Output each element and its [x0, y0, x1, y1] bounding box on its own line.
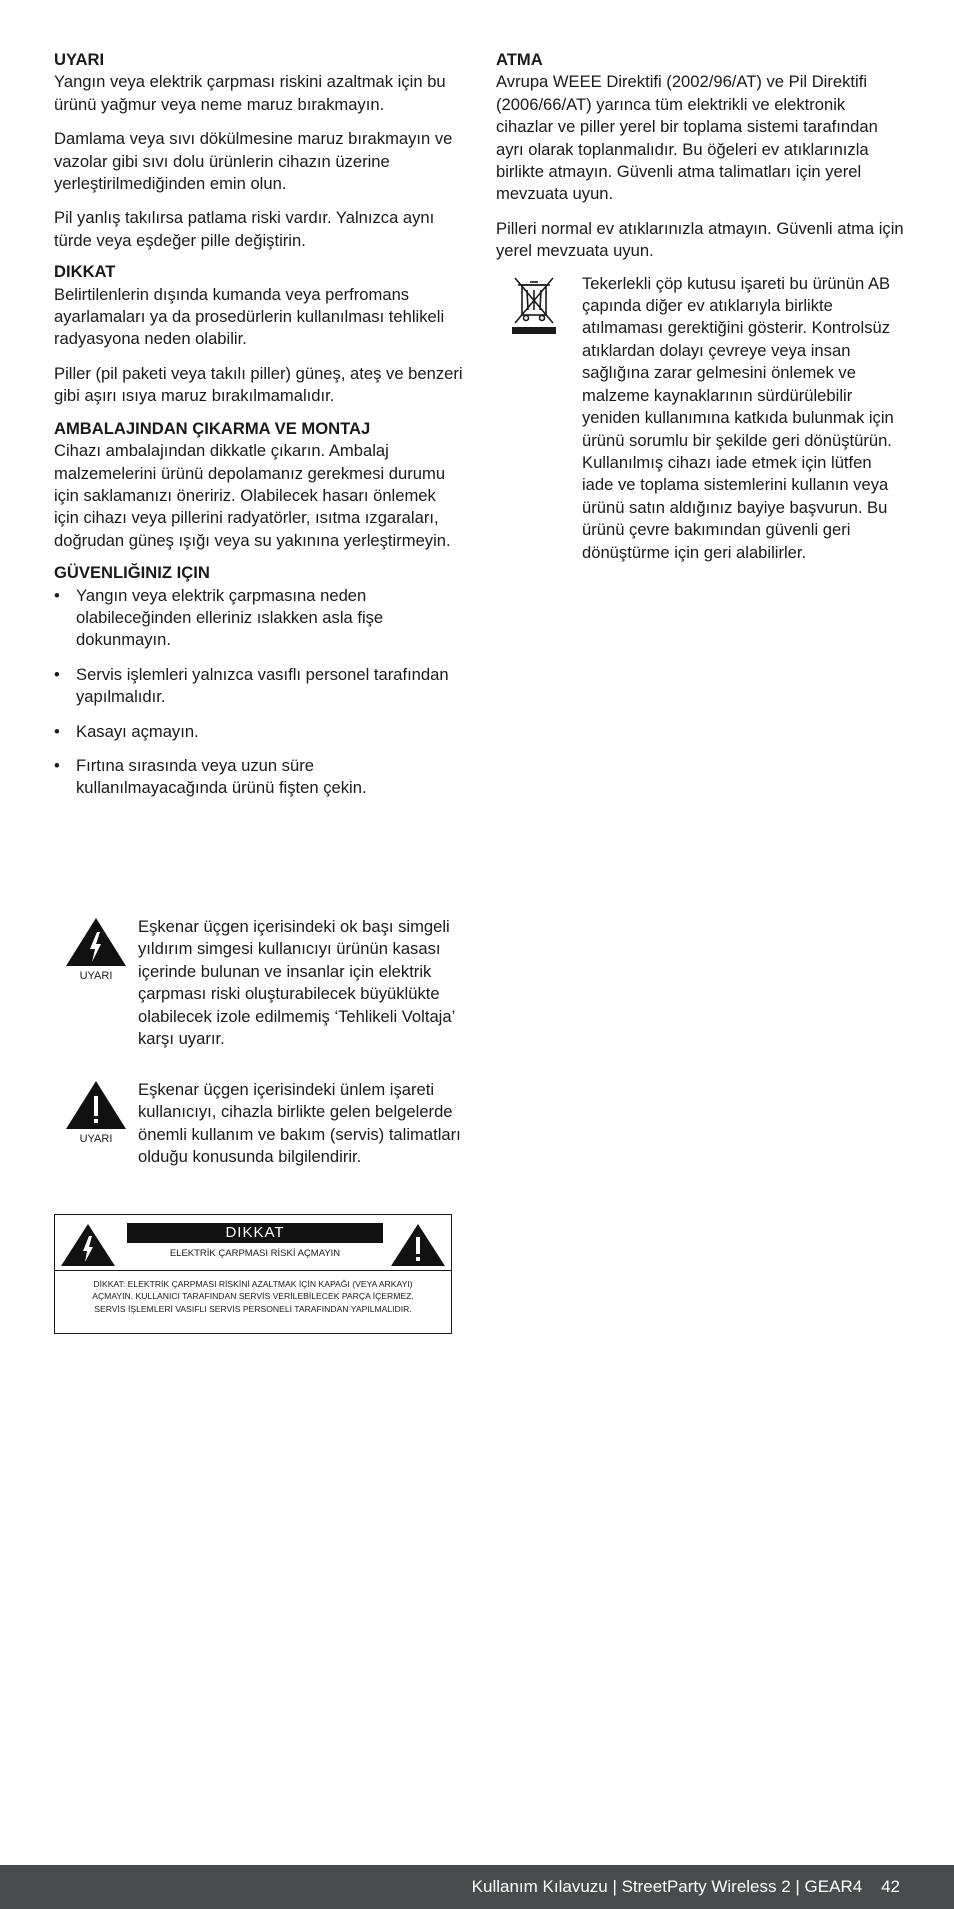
exclamation-warning-text: Eşkenar üçgen içerisindeki ünlem işareti kullanıcıyı, cihazla birlikte gelen belgelerde önemli kullanım ve bakım (servis) talimatları olduğu konusunda bilgilendirir. — [138, 1080, 461, 1167]
caution-body — [61, 1278, 445, 1315]
caution-subtitle: ELEKTRİK ÇARPMASI RİSKİ AÇMAYIN — [169, 1248, 341, 1259]
list-item-text: Fırtına sırasında veya uzun süre kullanılmayacağında ürünü fişten çekin. — [76, 755, 367, 798]
weee-notice — [496, 273, 906, 564]
guvenlik-list — [54, 585, 464, 800]
caution-title: DIKKAT — [127, 1223, 383, 1243]
right-column — [496, 49, 906, 564]
atma-paragraph-1: Avrupa WEEE Direktifi (2002/96/AT) ve Pil Direktifi (2006/66/AT) yarınca tüm elektrikli ve elektronik cihazlar ve piller yerel bir toplama sistemi tarafından ayrı olarak toplanmalıdır. Bu öğeleri ev atıklarınızla birlikte atmayın. Güvenli atma talimatları için yerel mevzuata uyun. — [496, 72, 878, 204]
uyari-paragraph-2: Damlama veya sıvı dökülmesine maruz bırakmayın ve vazolar gibi sıvı dolu ürünlerin cihazın üzerine yerleştirilmediğinden emin olun. — [54, 129, 453, 194]
list-item — [54, 664, 464, 709]
dikkat-heading: DIKKAT — [54, 262, 116, 282]
footer-text: Kullanım Kılavuzu | StreetParty Wireless 2 | GEAR4 42 — [471, 1877, 900, 1896]
bullet: • — [54, 585, 60, 605]
exclamation-warning — [54, 1079, 464, 1169]
list-item — [54, 721, 464, 743]
caution-body-line: DİKKAT: ELEKTRİK ÇARPMASI RİSKİNİ AZALTMAK İÇİN KAPAĞI (VEYA ARKAYI) — [93, 1279, 413, 1289]
page-footer — [0, 1865, 954, 1909]
list-item — [54, 585, 464, 652]
ambalaj-heading: AMBALAJINDAN ÇIKARMA VE MONTAJ — [54, 418, 371, 438]
atma-paragraph-2: Pilleri normal ev atıklarınızla atmayın. Güvenli atma için yerel mevzuata uyun. — [496, 218, 904, 261]
lightning-triangle-icon — [59, 1222, 117, 1268]
caution-label-box — [54, 1214, 452, 1334]
bullet: • — [54, 721, 60, 741]
uyari-paragraph-3: Pil yanlış takılırsa patlama riski vardır. Yalnızca aynı türde veya eşdeğer pille değiştirin. — [54, 208, 435, 250]
uyari-label: UYARI — [79, 1133, 113, 1145]
list-item-text: Kasayı açmayın. — [76, 721, 199, 741]
list-item — [54, 755, 464, 800]
guvenlik-heading: GÜVENLIĞINIZ IÇIN — [54, 563, 210, 583]
uyari-paragraph-1: Yangın veya elektrik çarpması riskini azaltmak için bu ürünü yağmur veya neme maruz bırakmayın. — [54, 72, 446, 114]
exclamation-triangle-icon — [64, 1079, 128, 1131]
left-column — [54, 49, 464, 812]
lightning-warning — [54, 916, 464, 1050]
crossed-out-wheelie-bin-icon — [496, 273, 582, 564]
lightning-triangle-icon — [64, 916, 128, 968]
caution-divider — [55, 1270, 451, 1271]
weee-text: Tekerlekli çöp kutusu işareti bu ürünün AB çapında diğer ev atıklarıyla birlikte atılmaması gerektiğini gösterir. Kontrolsüz atıklardan dolayı çevreye veya insan sağlığına zarar gelmesini önlemek ve malzeme kaynaklarının sürdürülebilir yeniden kullanımına katkıda bulunmak için ürünü sorumlu bir şekilde geri dönüştürün. Kullanılmış cihazı iade etmek için lütfen iade ve toplama sistemlerini kullanın veya ürünü satın aldığınız bayiye başvurun. Bu ürünü çevre bakımından güvenli geri dönüştürme için geri alabilirler. — [582, 273, 894, 562]
exclamation-symbol — [54, 1079, 138, 1169]
list-item-text: Yangın veya elektrik çarpmasına neden olabileceğinden elleriniz ıslakken asla fişe dokunmayın. — [76, 585, 384, 650]
exclamation-triangle-icon — [389, 1222, 447, 1268]
caution-body-line: AÇMAYIN. KULLANICI TARAFINDAN SERVİS VERİLEBİLECEK PARÇA İÇERMEZ. — [92, 1291, 414, 1302]
uyari-heading: UYARI — [54, 50, 105, 69]
bullet: • — [54, 664, 60, 684]
bullet: • — [54, 755, 60, 775]
list-item-text: Servis işlemleri yalnızca vasıflı personel tarafından yapılmalıdır. — [76, 664, 449, 707]
atma-heading: ATMA — [496, 50, 543, 69]
uyari-label: UYARI — [79, 970, 113, 982]
dikkat-paragraph-1: Belirtilenlerin dışında kumanda veya perfromans ayarlamaları ya da prosedürlerin kullanılması tehlikeli radyasyona neden olabilir. — [54, 284, 445, 349]
ambalaj-paragraph: Cihazı ambalajından dikkatle çıkarın. Ambalaj malzemelerini ürünü depolamanız gerekmesi durumu için saklamanızı öneririz. Olabilecek hasarı önlemek için cihazı veya pillerini radyatörler, ısıtma ızgaraları, doğrudan güneş ışığı veya su yakınına yerleştirmeyin. — [54, 441, 451, 550]
lightning-warning-text: Eşkenar üçgen içerisindeki ok başı simgeli yıldırım simgesi kullanıcıyı ürünün kasası içerinde bulunan ve insanlar için elektrik çarpması riski oluşturabilecek büyüklükte olabilecek izole edilmemiş ‘Tehlikeli Voltaja’ karşı uyarır. — [138, 917, 455, 1049]
lightning-symbol — [54, 916, 138, 1050]
caution-body-line: SERVİS İŞLEMLERİ VASIFLI SERVİS PERSONELİ TARAFINDAN YAPILMALIDIR. — [94, 1303, 412, 1314]
dikkat-paragraph-2: Piller (pil paketi veya takılı piller) güneş, ateş ve benzeri gibi aşırı ısıya maruz bırakılmamalıdır. — [54, 363, 463, 406]
